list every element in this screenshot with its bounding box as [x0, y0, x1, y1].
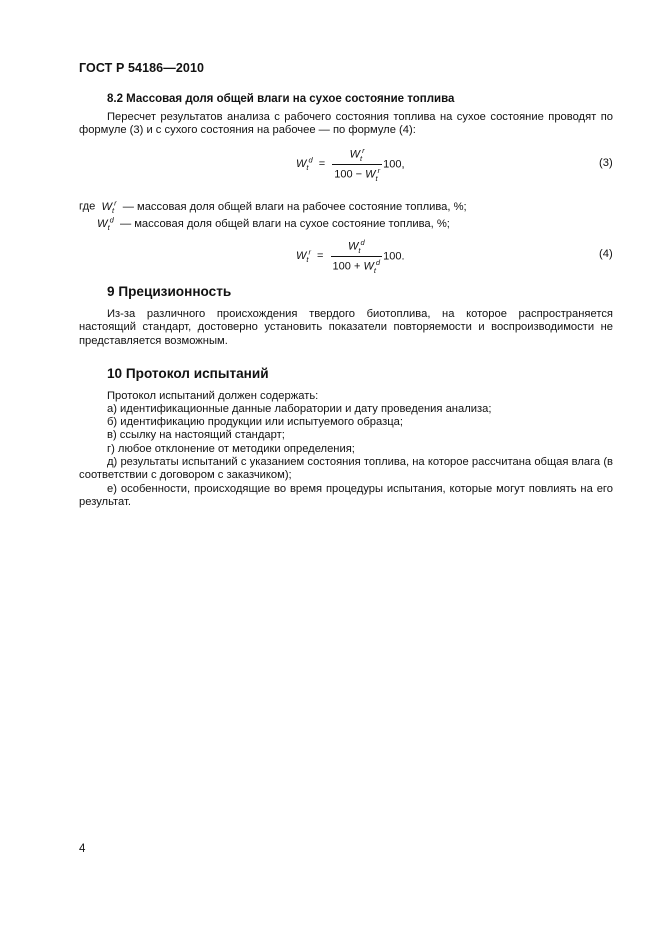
formula-4-number: (4) — [599, 248, 613, 260]
where-2-symbol: $W_t^d$ — [97, 215, 114, 232]
section-10-title: 10 Протокол испытаний — [107, 366, 269, 381]
list-item: б) идентификацию продукции или испытуемого образца; — [107, 416, 403, 428]
formula-3 — [296, 146, 405, 183]
section-8-2-intro-text: Пересчет результатов анализа с рабочего состояния топлива на сухое состояние проводят по формуле (3) и с сухого состояния на рабочее — по формуле (4): — [79, 111, 613, 137]
section-8-2-title: 8.2 Массовая доля общей влаги на сухое состояние топлива — [107, 93, 455, 105]
list-item: г) любое отклонение от методики определения; — [107, 443, 355, 455]
section-9-text-body: Из-за различного происхождения твердого биотоплива, на которое распространяется настоящий стандарт, достоверно установить показатели повторяемости и воспроизводимости не представляется возможным. — [79, 308, 613, 347]
formula-4-numerator: $W_t^d$ — [347, 238, 365, 255]
where-1-text: — массовая доля общей влаги на рабочее состояние топлива, %; — [122, 200, 467, 213]
section-9-title: 9 Прецизионность — [107, 284, 232, 299]
formula-4-denominator: $100 + W_t^d$ — [332, 257, 381, 275]
formula-3-lhs: $W_t^d$ — [296, 155, 313, 173]
formula-4 — [296, 238, 405, 275]
formula-3-number: (3) — [599, 157, 613, 169]
formula-3-fraction — [332, 146, 382, 183]
where-line-2 — [97, 213, 450, 234]
section-8-2-intro — [79, 111, 613, 138]
list-item: в) ссылку на настоящий стандарт; — [107, 429, 285, 441]
where-2-text: — массовая доля общей влаги на сухое состояние топлива, %; — [119, 217, 450, 230]
formula-3-denominator: $100 - W_t^r$ — [334, 165, 381, 183]
section-10-intro — [79, 390, 613, 403]
document-header: ГОСТ Р 54186—2010 — [79, 61, 205, 75]
formula-4-lhs: $W_t^r$ — [296, 247, 311, 265]
formula-4-factor: 100. — [383, 250, 405, 263]
formula-3-equals: = — [318, 158, 326, 171]
formula-3-factor: 100, — [383, 158, 405, 171]
where-1-symbol: $W_t^r$ — [101, 198, 117, 215]
section-10-intro-text: Протокол испытаний должен содержать: — [107, 390, 319, 402]
formula-3-numerator: $W_t^r$ — [349, 146, 365, 163]
list-item: д) результаты испытаний с указанием состояния топлива, на которое рассчитана общая влага (в соответствии с договором с заказчиком); — [79, 456, 613, 482]
list-item: е) особенности, происходящие во время процедуры испытания, которые могут повлиять на его результат. — [79, 483, 613, 509]
section-9-text — [79, 308, 613, 348]
formula-4-equals: = — [317, 250, 324, 263]
where-prefix: где — [79, 200, 96, 213]
formula-4-fraction — [331, 238, 383, 275]
list-item: а) идентификационные данные лаборатории и дату проведения анализа; — [107, 403, 492, 415]
page-number: 4 — [79, 843, 86, 855]
